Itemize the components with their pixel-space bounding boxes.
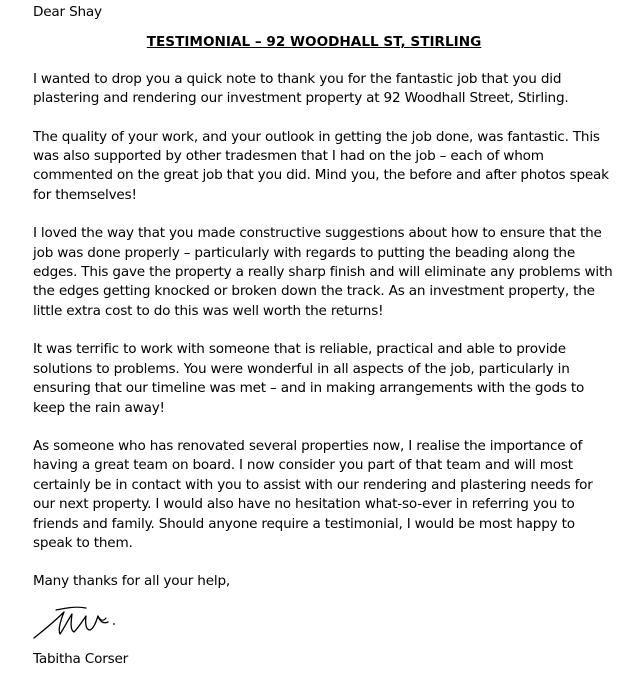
letter-paragraph-3: I loved the way that you made constructive suggestions about how to ensure that the job was done properly – particularly with regards to putting the beading along the edges. This gave the property a really sharp finish and will eliminate any problems with the edges getting knocked or broken down the track. As an investment property, the little extra cost to do this was well worth the returns! <box>33 225 613 319</box>
letter-paragraph-5: As someone who has renovated several properties now, I realise the importance of having a great team on board. I now consider you part of that team and will most certainly be in contact with you to assist with our rendering and plastering needs for our next property. I would also have no hesitation what-so-ever in referring you to friends and family. Should anyone require a testimonial, I would be most happy to speak to them. <box>33 437 593 551</box>
letter-signer: Tabitha Corser <box>33 650 129 667</box>
letter-paragraph-4: It was terrific to work with someone that is reliable, practical and able to provide solutions to problems. You were wonderful in all aspects of the job, particularly in ensuring that our timeline was met – and in making arrangements with the gods to keep the rain away! <box>33 341 585 416</box>
letter-greeting: Dear Shay <box>33 4 102 20</box>
letter-title: TESTIMONIAL – 92 WOODHALL ST, STIRLING <box>146 34 482 51</box>
letter-closing: Many thanks for all your help, <box>33 573 231 590</box>
letter-paragraph-2: The quality of your work, and your outlook in getting the job done, was fantastic. This was also supported by other tradesmen that I had on the job – each of whom commented on the great job that you did. Mind you, the before and after photos speak for themselves! <box>33 128 609 203</box>
handwritten-signature <box>30 600 150 642</box>
testimonial-letter <box>33 3 625 669</box>
letter-paragraph-1: I wanted to drop you a quick note to thank you for the fantastic job that you did plastering and rendering our investment property at 92 Woodhall Street, Stirling. <box>33 70 569 107</box>
